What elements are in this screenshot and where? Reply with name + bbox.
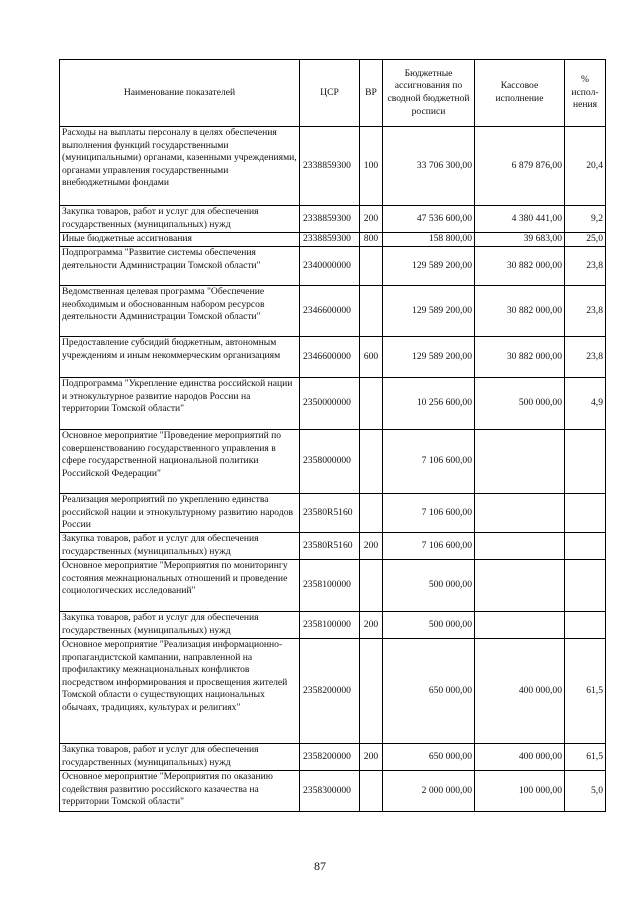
table-row	[60, 286, 606, 337]
row-percent: 23,8	[565, 337, 606, 378]
row-execution: 500 000,00	[475, 378, 565, 430]
row-vr	[360, 378, 383, 430]
row-execution: 4 380 441,00	[475, 206, 565, 233]
row-percent: 4,9	[565, 378, 606, 430]
row-name: Закупка товаров, работ и услуг для обеспечения государственных (муниципальных) нужд	[60, 744, 300, 771]
row-name: Расходы на выплаты персоналу в целях обеспечения выполнения функций государственными (муниципальными) органами, казенными учреждениями, органами управления государственными внебюджетными фондами	[60, 127, 300, 206]
row-percent	[565, 533, 606, 560]
table-row	[60, 560, 606, 612]
table-row	[60, 337, 606, 378]
table-row	[60, 533, 606, 560]
row-csr: 2350000000	[300, 378, 360, 430]
budget-table	[59, 59, 606, 812]
row-csr: 2346600000	[300, 337, 360, 378]
row-allocation: 650 000,00	[383, 639, 475, 744]
header-vr: ВР	[360, 60, 383, 127]
row-percent	[565, 612, 606, 639]
header-name: Наименование показателей	[60, 60, 300, 127]
row-execution	[475, 560, 565, 612]
header-execution: Кассовое исполнение	[475, 60, 565, 127]
header-allocations: Бюджетные ассигнования по сводной бюджетной росписи	[383, 60, 475, 127]
row-vr: 100	[360, 127, 383, 206]
table-row	[60, 206, 606, 233]
row-allocation: 7 106 600,00	[383, 533, 475, 560]
row-allocation: 500 000,00	[383, 560, 475, 612]
row-vr	[360, 494, 383, 533]
row-name: Ведомственная целевая программа "Обеспечение необходимым и обоснованным набором ресурсов деятельности Администрации Томской области"	[60, 286, 300, 337]
row-execution	[475, 533, 565, 560]
table-row	[60, 233, 606, 247]
row-allocation: 7 106 600,00	[383, 494, 475, 533]
row-csr: 2358200000	[300, 744, 360, 771]
row-name: Предоставление субсидий бюджетным, автономным учреждениям и иным некоммерческим организациям	[60, 337, 300, 378]
row-allocation: 2 000 000,00	[383, 771, 475, 812]
table-row	[60, 744, 606, 771]
row-percent: 23,8	[565, 247, 606, 286]
row-execution: 30 882 000,00	[475, 247, 565, 286]
row-vr: 800	[360, 233, 383, 247]
row-allocation: 158 800,00	[383, 233, 475, 247]
row-percent: 20,4	[565, 127, 606, 206]
row-percent: 61,5	[565, 744, 606, 771]
row-vr: 200	[360, 612, 383, 639]
row-name: Закупка товаров, работ и услуг для обеспечения государственных (муниципальных) нужд	[60, 533, 300, 560]
row-vr	[360, 286, 383, 337]
row-allocation: 47 536 600,00	[383, 206, 475, 233]
row-percent	[565, 430, 606, 494]
row-name: Иные бюджетные ассигнования	[60, 233, 300, 247]
table-row	[60, 612, 606, 639]
row-name: Основное мероприятие "Проведение мероприятий по совершенствованию государственного управления в сфере государственной национальной политики Российской Федерации"	[60, 430, 300, 494]
row-name: Закупка товаров, работ и услуг для обеспечения государственных (муниципальных) нужд	[60, 612, 300, 639]
row-name: Подпрограмма "Развитие системы обеспечения деятельности Администрации Томской области"	[60, 247, 300, 286]
row-percent: 61,5	[565, 639, 606, 744]
row-csr: 2358100000	[300, 612, 360, 639]
row-csr: 2358100000	[300, 560, 360, 612]
row-csr: 23580R5160	[300, 533, 360, 560]
row-allocation: 129 589 200,00	[383, 286, 475, 337]
row-execution	[475, 430, 565, 494]
row-vr	[360, 247, 383, 286]
row-allocation: 33 706 300,00	[383, 127, 475, 206]
row-execution: 400 000,00	[475, 744, 565, 771]
row-execution: 100 000,00	[475, 771, 565, 812]
row-csr: 2358300000	[300, 771, 360, 812]
table-row	[60, 494, 606, 533]
row-csr: 2338859300	[300, 206, 360, 233]
row-percent	[565, 494, 606, 533]
row-name: Основное мероприятие "Реализация информационно-пропагандистской кампании, направленной на профилактику межнациональных конфликтов посредством информирования и просвещения жителей Томской области о существующих национальных обычаях, традициях, культурах и религиях"	[60, 639, 300, 744]
row-vr	[360, 771, 383, 812]
table-row	[60, 430, 606, 494]
row-csr: 2338859300	[300, 127, 360, 206]
table-row	[60, 771, 606, 812]
page-number: 87	[314, 859, 326, 873]
row-execution	[475, 494, 565, 533]
table-row	[60, 127, 606, 206]
row-allocation: 129 589 200,00	[383, 337, 475, 378]
row-execution: 400 000,00	[475, 639, 565, 744]
row-name: Подпрограмма "Укрепление единства российской нации и этнокультурное развитие народов России на территории Томской области"	[60, 378, 300, 430]
row-csr: 2358000000	[300, 430, 360, 494]
row-percent: 23,8	[565, 286, 606, 337]
row-name: Основное мероприятие "Мероприятия по оказанию содействия развитию российского казачества на территории Томской области"	[60, 771, 300, 812]
row-percent	[565, 560, 606, 612]
row-percent: 5,0	[565, 771, 606, 812]
row-allocation: 650 000,00	[383, 744, 475, 771]
row-execution: 30 882 000,00	[475, 286, 565, 337]
row-allocation: 10 256 600,00	[383, 378, 475, 430]
row-vr: 200	[360, 744, 383, 771]
row-csr: 23580R5160	[300, 494, 360, 533]
row-execution: 39 683,00	[475, 233, 565, 247]
header-percent: % испол-нения	[565, 60, 606, 127]
row-allocation: 7 106 600,00	[383, 430, 475, 494]
row-vr: 600	[360, 337, 383, 378]
row-allocation: 500 000,00	[383, 612, 475, 639]
row-csr: 2338859300	[300, 233, 360, 247]
row-csr: 2358200000	[300, 639, 360, 744]
row-vr	[360, 430, 383, 494]
row-vr: 200	[360, 533, 383, 560]
row-percent: 9,2	[565, 206, 606, 233]
row-name: Закупка товаров, работ и услуг для обеспечения государственных (муниципальных) нужд	[60, 206, 300, 233]
header-csr: ЦСР	[300, 60, 360, 127]
table-header-row	[60, 60, 606, 127]
row-percent: 25,0	[565, 233, 606, 247]
table-row	[60, 378, 606, 430]
row-allocation: 129 589 200,00	[383, 247, 475, 286]
table-row	[60, 247, 606, 286]
row-execution: 30 882 000,00	[475, 337, 565, 378]
row-vr	[360, 560, 383, 612]
row-name: Основное мероприятие "Мероприятия по мониторингу состояния межнациональных отношений и проведение социологических исследований"	[60, 560, 300, 612]
row-vr: 200	[360, 206, 383, 233]
row-vr	[360, 639, 383, 744]
row-name: Реализация мероприятий по укреплению единства российской нации и этнокультурному развитию народов России	[60, 494, 300, 533]
row-execution	[475, 612, 565, 639]
row-execution: 6 879 876,00	[475, 127, 565, 206]
table-row	[60, 639, 606, 744]
row-csr: 2346600000	[300, 286, 360, 337]
row-csr: 2340000000	[300, 247, 360, 286]
